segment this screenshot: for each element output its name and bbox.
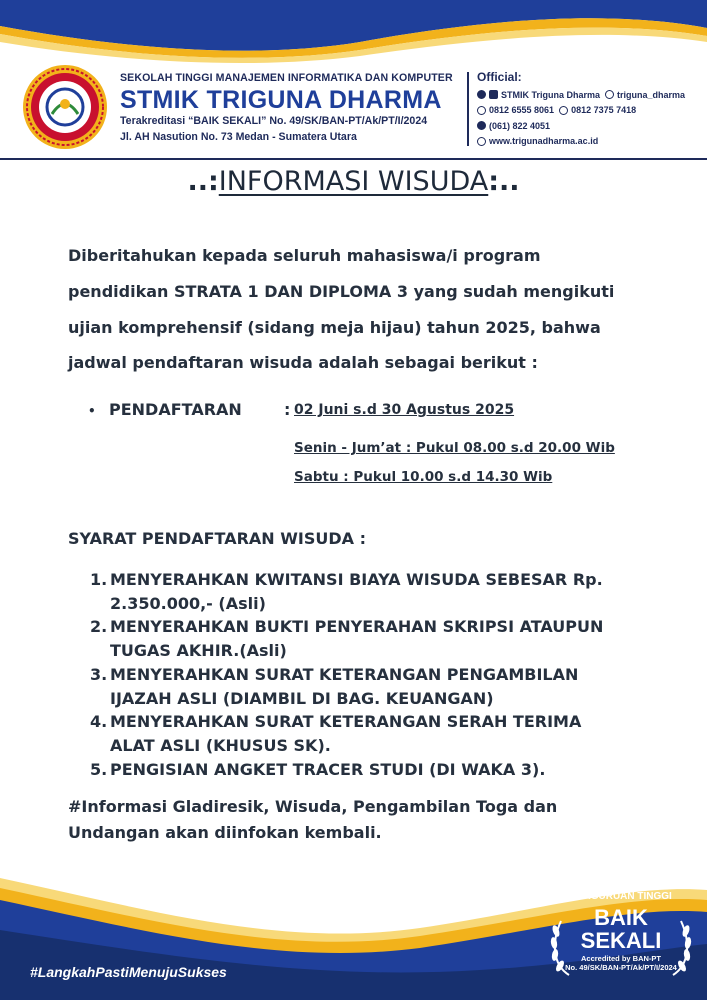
contact-row-phone [477, 118, 702, 134]
bullet-icon: • [88, 404, 96, 418]
list-item-line: MENYERAHKAN SURAT KETERANGAN SERAH TERIMA [110, 712, 582, 732]
hashtag-slogan: #LangkahPastiMenujuSukses [30, 964, 227, 980]
badge-line2: PERGURUAN TINGGI [570, 891, 672, 902]
laurel-icon-left [547, 917, 577, 977]
accreditation-text: Terakreditasi “BAIK SEKALI” No. 49/SK/BAN-PT/Ak/PT/I/2024 [120, 115, 428, 127]
accreditation-badge [545, 879, 697, 991]
address-text: Jl. AH Nasution No. 73 Medan - Sumatera Utara [120, 131, 357, 143]
schedule-weekday: Senin - Jum’at : Pukul 08.00 s.d 20.00 Wib [294, 440, 615, 456]
header-swoosh-decoration [0, 0, 707, 70]
page-title [0, 166, 707, 197]
list-item-number: 5. [90, 759, 108, 779]
list-item [90, 758, 650, 782]
intro-paragraph [68, 238, 658, 381]
list-item [90, 615, 650, 662]
list-item-line: IJAZAH ASLI (DIAMBIL DI BAG. KEUANGAN) [110, 688, 494, 708]
badge-line5: Accredited by BAN-PT [580, 954, 661, 963]
header-divider [467, 72, 469, 146]
schedule-saturday: Sabtu : Pukul 10.00 s.d 14.30 Wib [294, 469, 553, 485]
facebook-icon [477, 90, 486, 99]
youtube-icon [489, 90, 498, 99]
intro-line: ujian komprehensif (sidang meja hijau) tahun 2025, bahwa [68, 317, 601, 337]
title-prefix: ..: [187, 166, 219, 197]
list-item [90, 568, 650, 615]
list-item-line: MENYERAHKAN KWITANSI BIAYA WISUDA SEBESAR Rp. [110, 570, 603, 589]
list-item-number: 1. [90, 570, 108, 589]
whatsapp-icon [477, 106, 486, 115]
list-item-line: TUGAS AKHIR.(Asli) [110, 641, 287, 661]
list-item-line: MENYERAHKAN BUKTI PENYERAHAN SKRIPSI ATAUPUN [110, 617, 604, 637]
badge-line6: No. 49/SK/BAN-PT/Ak/PT/I/2024 [565, 963, 677, 972]
intro-line: Diberitahukan kepada seluruh mahasiswa/i program [68, 246, 541, 265]
contact-row-whatsapp [477, 103, 702, 119]
footer-note-line: #Informasi Gladiresik, Wisuda, Pengambilan Toga dan [68, 797, 558, 816]
whatsapp-icon-2 [559, 106, 568, 115]
official-label: Official: [477, 70, 522, 84]
instagram-icon [605, 90, 614, 99]
registration-label: PENDAFTARAN [109, 400, 242, 419]
contact-row-website [477, 134, 702, 150]
institution-name: STMIK TRIGUNA DHARMA [120, 86, 442, 114]
footer-note [68, 794, 658, 846]
list-item-line: 2.350.000,- (Asli) [110, 593, 266, 613]
requirements-list [90, 568, 650, 781]
intro-line: jadwal pendaftaran wisuda adalah sebagai berikut : [68, 353, 538, 373]
website-link[interactable]: www.trigunadharma.ac.id [489, 136, 599, 147]
phone-number[interactable]: (061) 822 4051 [489, 120, 551, 131]
list-item-line: MENYERAHKAN SURAT KETERANGAN PENGAMBILAN [110, 664, 579, 684]
title-suffix: :.. [488, 166, 520, 197]
laurel-icon-right [665, 917, 695, 977]
list-item-line: PENGISIAN ANGKET TRACER STUDI (DI WAKA 3). [110, 759, 546, 779]
badge-line3: BAIK [594, 905, 648, 930]
list-item [90, 663, 650, 710]
badge-line1: AKREDITASI [590, 879, 652, 890]
footer-note-line: Undangan akan diinfokan kembali. [68, 823, 382, 842]
requirements-title: SYARAT PENDAFTARAN WISUDA : [68, 529, 367, 548]
official-contacts [477, 70, 702, 149]
phone-icon [477, 121, 486, 130]
whatsapp-number-1[interactable]: 0812 6555 8061 [489, 105, 555, 116]
contact-row-social [477, 87, 702, 103]
badge-line4: SEKALI [580, 928, 662, 953]
list-item-number: 4. [90, 712, 108, 732]
list-item-number: 3. [90, 664, 108, 684]
social-name[interactable]: STMIK Triguna Dharma [501, 89, 601, 100]
whatsapp-number-2[interactable]: 0812 7375 7418 [571, 105, 637, 116]
title-main: INFORMASI WISUDA [218, 166, 489, 197]
institution-line1: SEKOLAH TINGGI MANAJEMEN INFORMATIKA DAN KOMPUTER [120, 72, 453, 84]
header-rule [0, 158, 707, 160]
institution-info [120, 72, 460, 143]
registration-colon: : [284, 400, 291, 419]
instagram-handle[interactable]: triguna_dharma [617, 89, 686, 100]
list-item-line: ALAT ASLI (KHUSUS SK). [110, 735, 331, 755]
registration-date-range: 02 Juni s.d 30 Agustus 2025 [294, 402, 515, 418]
list-item-number: 2. [90, 617, 108, 637]
intro-line: pendidikan STRATA 1 DAN DIPLOMA 3 yang sudah mengikuti [68, 281, 615, 301]
institution-logo [22, 64, 108, 150]
globe-icon [477, 137, 486, 146]
list-item [90, 710, 650, 757]
